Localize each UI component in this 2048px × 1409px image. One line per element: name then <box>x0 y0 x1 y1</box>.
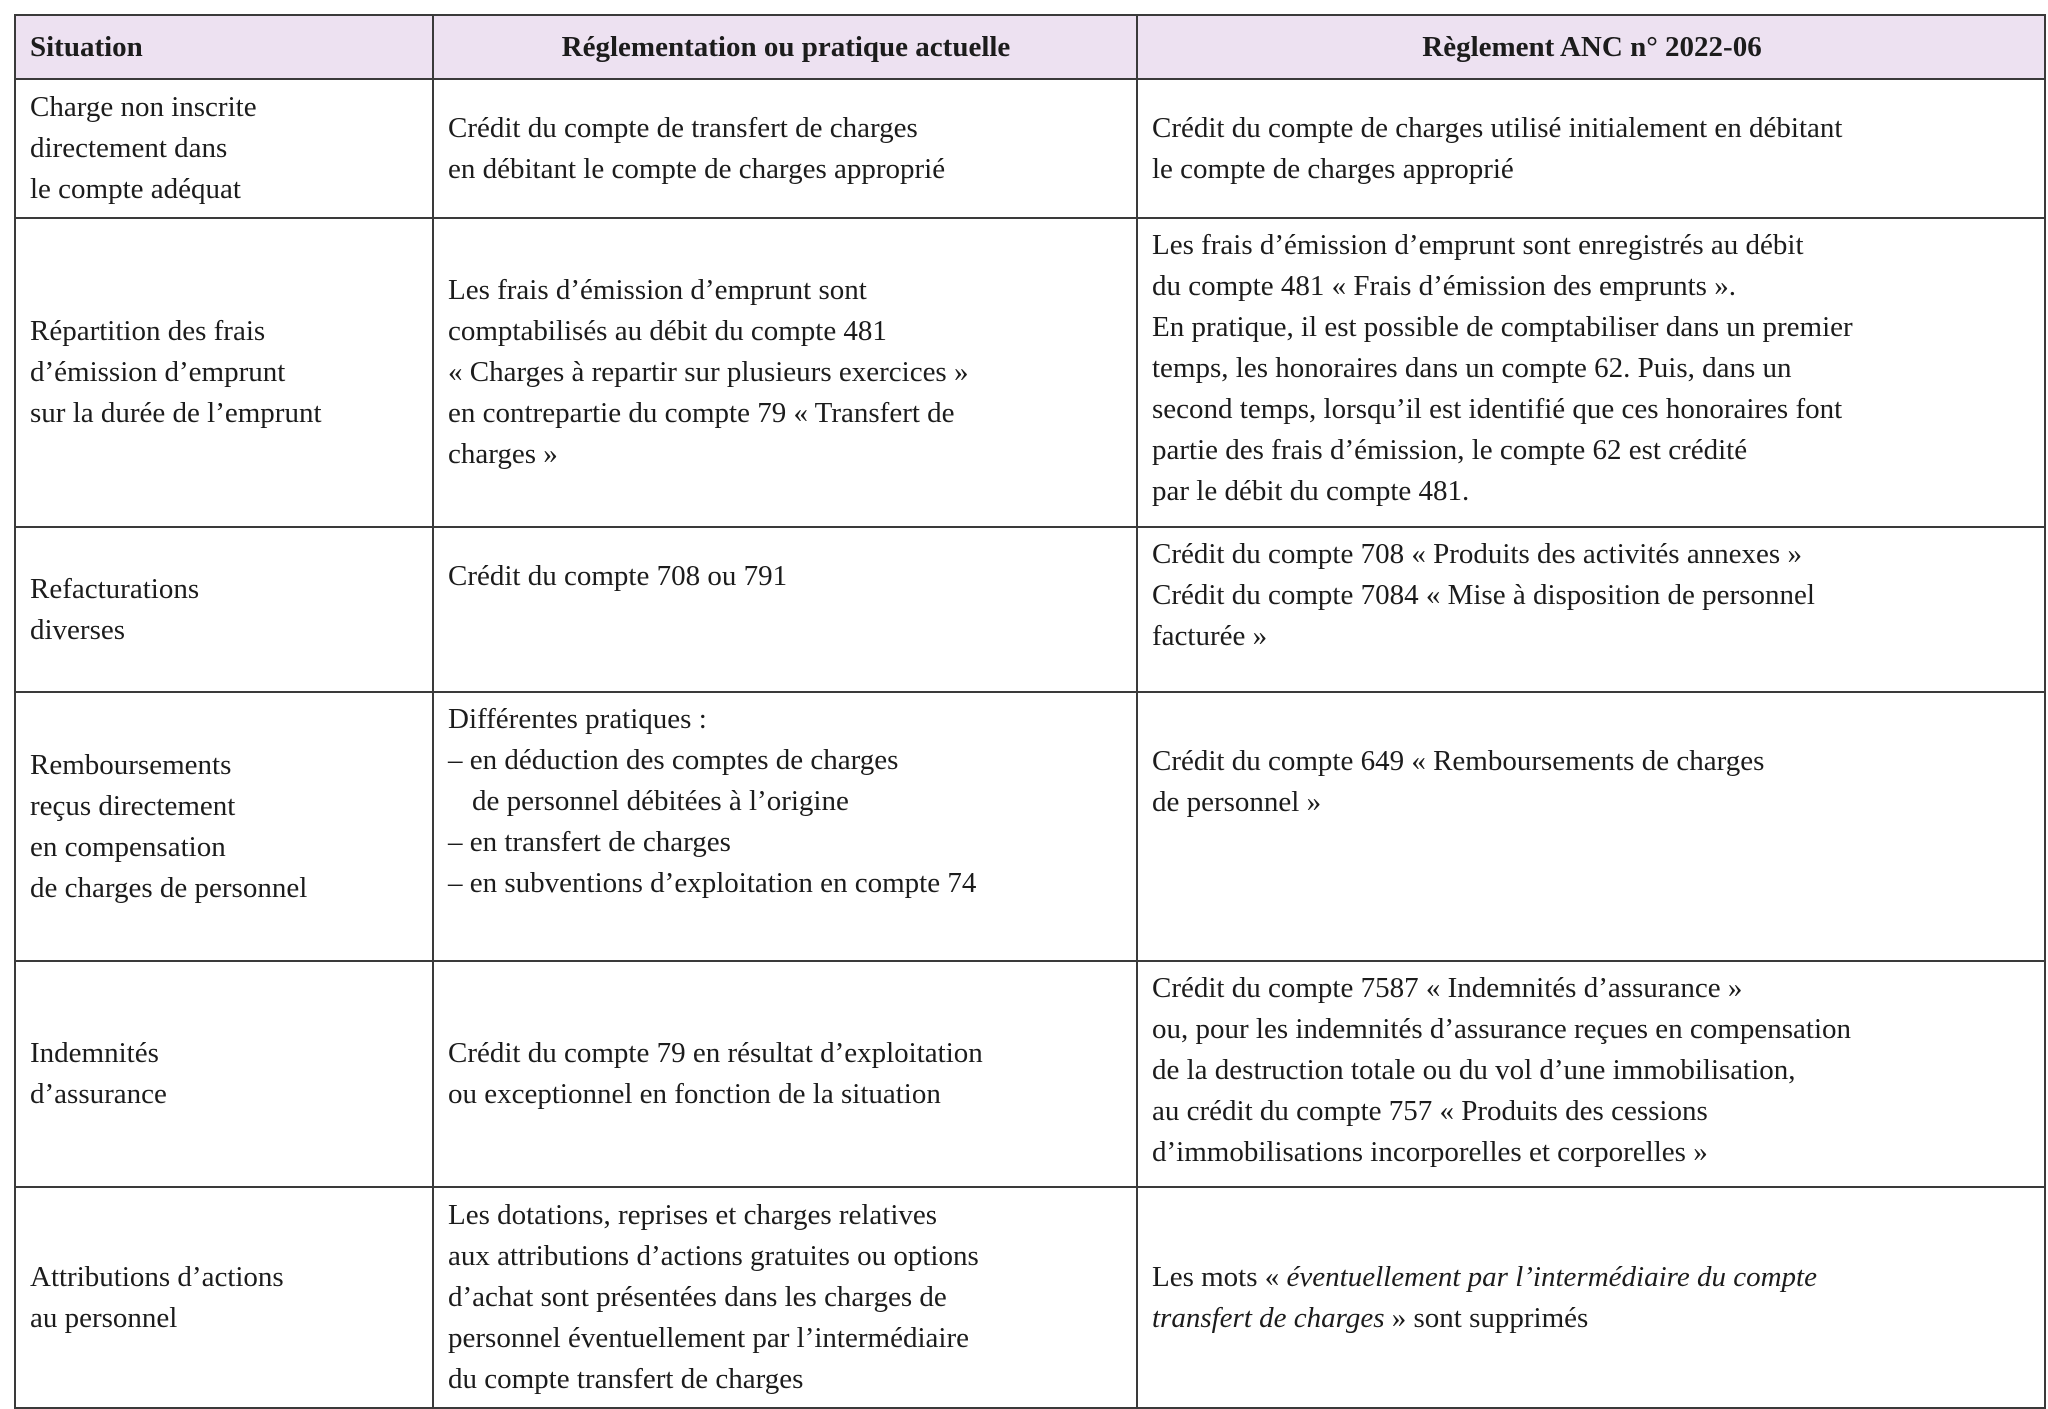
anc-regulation-cell <box>1137 527 2045 692</box>
header-anc-regulation: Règlement ANC n° 2022-06 <box>1137 15 2045 79</box>
table-row <box>15 1187 2045 1408</box>
text-run: » sont supprimés <box>1384 1301 1589 1334</box>
text-line: Les frais d’émission d’emprunt sont enregistrés au débit <box>1152 229 1804 261</box>
text-line: Crédit du compte 708 ou 791 <box>448 560 788 592</box>
text-line: Crédit du compte 708 « Produits des activités annexes » <box>1152 538 1802 570</box>
text-line: d’immobilisations incorporelles et corporelles » <box>1152 1136 1708 1168</box>
current-practice-cell <box>433 692 1137 961</box>
text-line: facturée » <box>1152 620 1268 652</box>
text-line: second temps, lorsqu’il est identifié que ces honoraires font <box>1152 393 1843 425</box>
situation-cell <box>15 218 433 527</box>
table-row <box>15 961 2045 1187</box>
situation-line: d’émission d’emprunt <box>30 356 286 388</box>
text-line: partie des frais d’émission, le compte 62 est crédité <box>1152 434 1748 466</box>
situation-line: de charges de personnel <box>30 871 308 904</box>
anc-regulation-cell <box>1137 218 2045 527</box>
text-line: au crédit du compte 757 « Produits des cessions <box>1152 1095 1708 1127</box>
text-line: En pratique, il est possible de comptabiliser dans un premier <box>1152 311 1853 343</box>
anc-regulation-cell <box>1137 79 2045 218</box>
situation-cell <box>15 527 433 692</box>
text-line: comptabilisés au débit du compte 481 <box>448 315 887 347</box>
list-item: – en déduction des comptes de charges <box>448 744 899 776</box>
situation-line: Remboursements <box>30 748 232 781</box>
situation-line: reçus directement <box>30 789 236 822</box>
current-practice-cell <box>433 79 1137 218</box>
situation-cell <box>15 961 433 1187</box>
table-row <box>15 527 2045 692</box>
text-line: par le débit du compte 481. <box>1152 475 1470 507</box>
situation-line: Répartition des frais <box>30 315 266 347</box>
situation-line: Indemnités <box>30 1037 159 1069</box>
anc-regulation-cell <box>1137 961 2045 1187</box>
text-run: Les mots « <box>1152 1260 1287 1293</box>
text-line: Différentes pratiques : <box>448 703 707 735</box>
current-practice-cell <box>433 1187 1137 1408</box>
current-practice-cell <box>433 961 1137 1187</box>
text-line: Les dotations, reprises et charges relatives <box>448 1199 938 1231</box>
situation-cell <box>15 692 433 961</box>
situation-line: Attributions d’actions <box>30 1260 284 1293</box>
text-line: en débitant le compte de charges approprié <box>448 152 946 185</box>
text-line: de la destruction totale ou du vol d’une immobilisation, <box>1152 1054 1796 1086</box>
text-line: ou, pour les indemnités d’assurance reçues en compensation <box>1152 1013 1852 1045</box>
text-line <box>1152 1298 2032 1339</box>
list-item-continuation: de personnel débitées à l’origine <box>472 785 849 817</box>
header-row <box>15 15 2045 79</box>
situation-line: Charge non inscrite <box>30 91 257 123</box>
text-line: d’achat sont présentées dans les charges de <box>448 1281 947 1313</box>
situation-line: directement dans <box>30 132 228 164</box>
current-practice-cell <box>433 527 1137 692</box>
header-situation: Situation <box>15 15 433 79</box>
text-line: le compte de charges approprié <box>1152 152 1514 185</box>
situation-line: au personnel <box>30 1301 178 1334</box>
text-line: du compte 481 « Frais d’émission des emprunts ». <box>1152 270 1736 302</box>
text-line: Crédit du compte 7587 « Indemnités d’assurance » <box>1152 972 1743 1004</box>
text-line: du compte transfert de charges <box>448 1363 804 1395</box>
list-item: – en subventions d’exploitation en compte 74 <box>448 867 977 899</box>
text-line: charges » <box>448 438 558 470</box>
text-line: Crédit du compte de charges utilisé initialement en débitant <box>1152 111 1843 144</box>
header-current-regulation: Réglementation ou pratique actuelle <box>433 15 1137 79</box>
text-line: en contrepartie du compte 79 « Transfert de <box>448 397 955 429</box>
italic-quote: transfert de charges <box>1152 1301 1385 1334</box>
anc-regulation-cell <box>1137 1187 2045 1408</box>
table-row <box>15 79 2045 218</box>
table-row <box>15 218 2045 527</box>
situation-line: en compensation <box>30 830 226 863</box>
text-line: « Charges à repartir sur plusieurs exercices » <box>448 356 969 388</box>
text-line: Crédit du compte 79 en résultat d’exploitation <box>448 1037 983 1069</box>
situation-cell <box>15 1187 433 1408</box>
situation-line: sur la durée de l’emprunt <box>30 397 322 429</box>
text-line <box>1152 1257 2032 1298</box>
italic-quote: éventuellement par l’intermédiaire du compte <box>1286 1260 1817 1293</box>
text-line: Crédit du compte 649 « Remboursements de charges <box>1152 745 1765 777</box>
situation-line: d’assurance <box>30 1078 167 1110</box>
anc-regulation-cell <box>1137 692 2045 961</box>
text-line: temps, les honoraires dans un compte 62. Puis, dans un <box>1152 352 1792 384</box>
table-row <box>15 692 2045 961</box>
text-line: de personnel » <box>1152 786 1322 818</box>
text-line: Crédit du compte de transfert de charges <box>448 111 918 144</box>
text-line: Les frais d’émission d’emprunt sont <box>448 274 867 306</box>
list-item: – en transfert de charges <box>448 826 731 858</box>
situation-line: Refacturations <box>30 572 200 605</box>
text-line: aux attributions d’actions gratuites ou options <box>448 1240 979 1272</box>
text-line: ou exceptionnel en fonction de la situation <box>448 1078 941 1110</box>
situation-line: diverses <box>30 613 126 646</box>
comparison-table <box>14 14 2046 1409</box>
text-line: personnel éventuellement par l’intermédiaire <box>448 1322 969 1354</box>
situation-cell <box>15 79 433 218</box>
situation-line: le compte adéquat <box>30 173 241 205</box>
current-practice-cell <box>433 218 1137 527</box>
text-line: Crédit du compte 7084 « Mise à disposition de personnel <box>1152 579 1815 611</box>
